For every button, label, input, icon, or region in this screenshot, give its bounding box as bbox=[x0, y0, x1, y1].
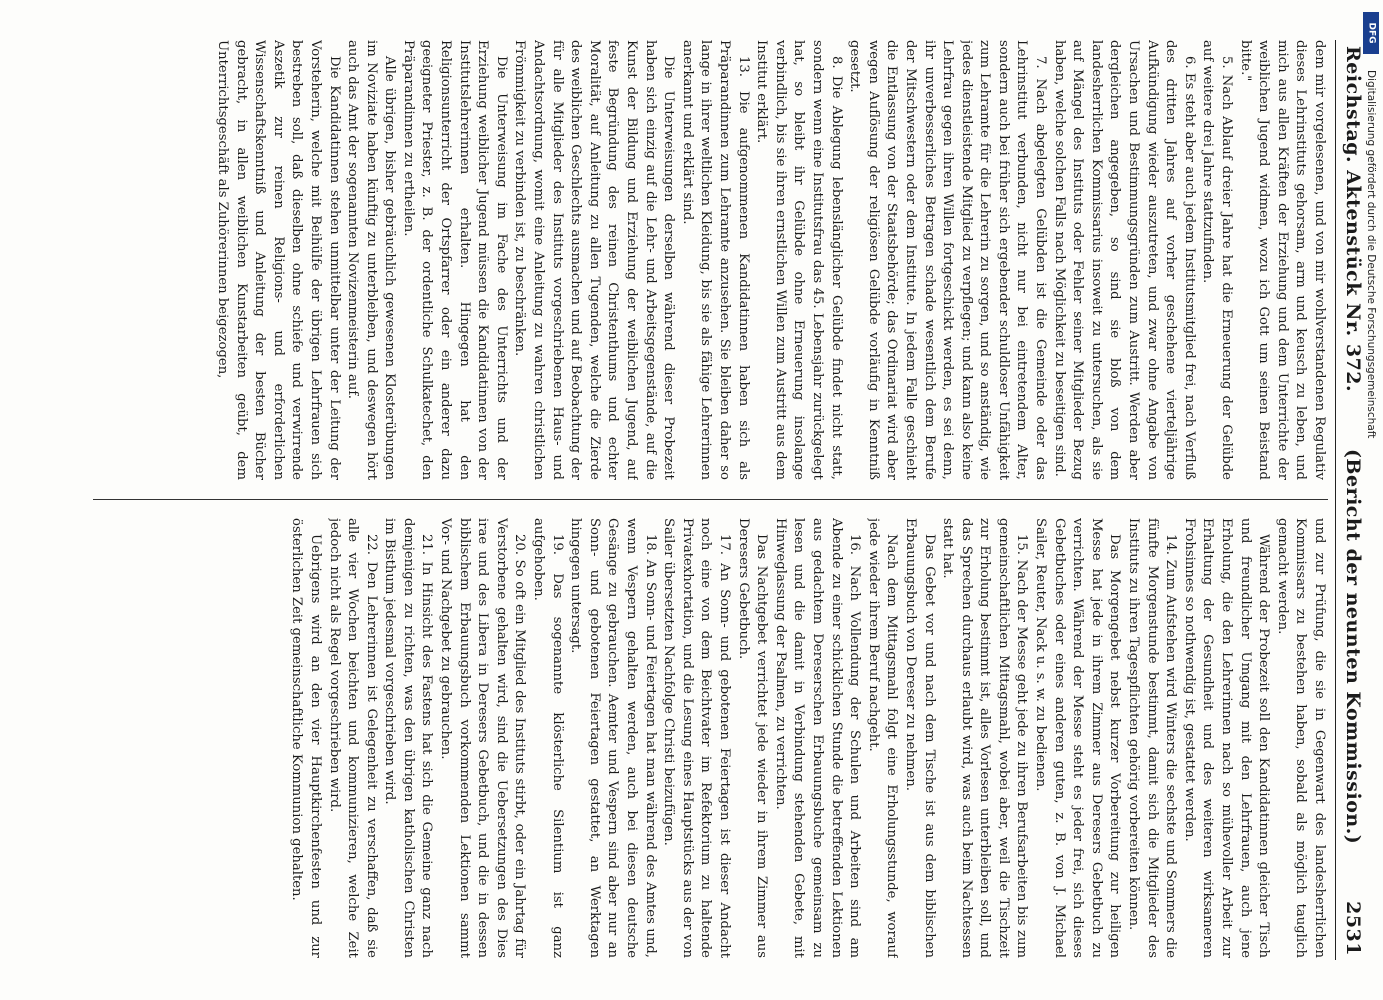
paragraph: 13. Die aufgenommenen Kandidatinnen haben sich als Präparandinnen zum Lehramte anzusehen. Sie bleiben daher so lange in ihrer weltlichen Kleidung, bis sie als fähige Lehrerinnen anerkannt und erklärt sind. bbox=[679, 40, 751, 480]
paragraph: 19. Das sogenannte klösterliche Silentium ist ganz aufgehoben. bbox=[531, 518, 565, 958]
printed-sheet bbox=[85, 40, 1370, 960]
paragraph: 5. Nach Ablauf dreier Jahre hat die Erneuerung der Gelübde auf weitere drei Jahre stattzufinden. bbox=[1200, 40, 1235, 480]
paragraph: 17. An Sonn- und gebotenen Feiertagen ist dieser Andacht noch eine von dem Beichtvater im Refektorium zu haltende Privatexhortation, und die Lesung eines Hauptstücks aus der von Sailer übersetzten Nachfolge Christi beizufügen. bbox=[661, 518, 732, 958]
paragraph: Während der Probezeit soll den Kandidatinnen gleicher Tisch und freundlicher Umgang mit den Lehrfrauen, auch jene Erholung, die den Lehrerinnen nach so mühevoller Arbeit zur Erhaltung der Gesundheit und des weiteren wirksameren Frohsinnes so nothwendig ist, gestattet werden. bbox=[1181, 518, 1272, 958]
paragraph: Uebrigens wird an den vier Hauptkirchenfesten und zur österlichen Zeit gemeinschaftliche Kommunion gehalten. bbox=[289, 518, 323, 958]
paragraph: 22. Den Lehrerinnen ist Gelegenheit zu verschaffen, daß sie alle vier Wochen beichten und kommunizieren, welche Zeit jedoch nicht als Regel vorgeschrieben wird. bbox=[326, 518, 379, 958]
paragraph: und zur Prüfung, die sie in Gegenwart des landesherrlichen Kommissars zu bestehen haben, sobald als möglich tauglich gemacht werden. bbox=[1274, 518, 1327, 958]
paragraph: Das Gebet vor und nach dem Tische ist aus dem biblischen Erbauungsbuch von Dereser zu nehmen. bbox=[902, 518, 937, 958]
paragraph: Die Unterweisung im Fache des Unterrichts und der Erziehung weiblicher Jugend müssen die Kandidatinnen von der Institutslehrerinnen erhalten. Hingegen hat den Religionsunterricht der Ortspfarrer oder ein anderer dazu geeigneter Priester, z. B. der ordentliche Schulkatechet, den Präparandinnen zu ertheilen. bbox=[400, 40, 509, 480]
paragraph: 18. An Sonn- und Feiertagen hat man während des Amtes und, wenn Vespern gehalten werden, auch bei diesen deutsche Gesänge zu gebrauchen. Aemter und Vespern sind aber nur an Sonn- und gebotenen Feiertagen gestattet, an Werktagen hingegen untersagt. bbox=[568, 518, 658, 958]
paragraph: Die Kandidatinnen stehen unmittelbar unter der Leitung der Vorsteherin, welche mit Beihülfe der übrigen Lehrfrauen sich bestreben soll, daß dieselben ohne schiefe und verwirrende Aszetik zur reinen Religions- und erforderlichen Wissenschaftskenntniß und Anleitung der besten Bücher gebracht, in allen weiblichen Kunstarbeiten geübt, dem Unterrichtsgeschäft als Zuhörerinnen beigezogen, bbox=[214, 40, 342, 480]
dfg-logo: DFG bbox=[1363, 12, 1379, 54]
paragraph: 15. Nach der Messe geht jede zu ihren Berufsarbeiten bis zum gemeinschaftlichen Mittagsmahl, wobei aber, weil die Tischzeit zur Erholung bestimmt ist, alles Vorlesen unterbleiben soll, und das Sprechen durchaus erlaubt wird, was auch beim Nachtessen statt hat. bbox=[940, 518, 1030, 958]
paragraph: Alle übrigen, bisher gebräuchlich gewesenen Klosterübungen im Noviziate haben künftig zu unterbleiben, und deswegen hört auch das Amt der sogenannten Novizenmeisterin auf. bbox=[345, 40, 398, 480]
paragraph: 21. In Hinsicht des Fastens hat sich die Gemeine ganz nach demjenigen zu richten, was den übrigen katholischen Christen im Bisthum jedesmal vorgeschrieben wird. bbox=[382, 518, 435, 958]
paragraph: 14. Zum Aufstehen wird Winters die sechste und Sommers die fünfte Morgenstunde bestimmt, damit sich die Mitglieder des Instituts zu ihren Tagespflichten gehörig vorbereiten können. bbox=[1126, 518, 1179, 958]
paragraph: Das Nachtgebet verrichtet jede wieder in ihrem Zimmer aus Deresers Gebetbuch. bbox=[735, 518, 770, 958]
paragraph: 8. Die Ablegung lebenslänglicher Gelübde findet nicht statt, sondern wenn eine Institutsfrau das 45. Lebensjahr zurückgelegt hat, so bleibt ihr Gelübde ohne Erneuerung insolange verbindlich, bis sie ihren ernstlichen Willen zum Austritt aus dem Institut erklärt. bbox=[754, 40, 844, 480]
paragraph: 6. Es steht aber auch jedem Institutsmitglied frei, nach Verfluß des dritten Jahres auf vorher geschehene vierteljährige Aufkündigung wieder auszutreten, und zwar ohne Angabe von Ursachen und Bestimmungsgründen zum Austritt. Werden aber dergleichen angegeben, so sind sie bloß von dem landesherrlichen Kommissarius insoweit zu untersuchen, als sie auf Mängel des Instituts oder Fehler seiner Mitglieder Bezug haben, welche solchen Falls nach Möglichkeit zu beseitigen sind. bbox=[1051, 40, 1197, 480]
paragraph: 20. So oft ein Mitglied des Instituts stirbt, oder ein Jahrtag für Verstorbene gehalten wird, sind die Uebersetzungen des Dies irae und des Libera in Deresers Gebetbuch, und die in dessen biblischem Erbauungsbuch vorkommenden Lektionen sammt Vor- und Nachgebet zu gebrauchen. bbox=[438, 518, 528, 958]
column-divider bbox=[93, 499, 1328, 500]
paragraph: dem mir vorgelesenen, und von mir wohlverstandenen Regulativ dieses Lehrinstituts gehorsam, arm und keusch zu leben, und mich aus allen Kräften der Erziehung und dem Unterrichte der weiblichen Jugend widmen, wozu ich Gott um seinen Beistand bitte." bbox=[1237, 40, 1327, 480]
paragraph: Die Unterweisungen derselben während dieser Probezeit haben sich einzig auf die Lehr- und Arbeitsgegenstände, auf die Kunst der Bildung und Erziehung der weiblichen Jugend, auf feste Begründung des reinen Christenthums und echter Moralität, auf Anleitung zu allen Tugenden, welche die Zierde des weiblichen Geschlechts ausmachen und auf Beobachtung der für alle Mitglieder des Instituts vorgeschriebenen Haus- und Andachtsordnung, womit eine Anleitung zu wahren christlichen Frömmigkeit zu verbinden ist, zu beschränken. bbox=[512, 40, 677, 480]
left-column bbox=[93, 40, 1328, 480]
rotated-document bbox=[85, 40, 1370, 960]
page-number: 2531 bbox=[1342, 901, 1364, 956]
header-center: (Bericht der neunten Kommission.) bbox=[1342, 448, 1364, 845]
header-left: Reichstag. Aktenstück Nr. 372. bbox=[1342, 46, 1364, 393]
paragraph: 7. Nach abgelegten Gelübden ist die Gemeinde oder das Lehrinstitut verbunden, nicht nur bei eintretendem Alter, sondern auch bei früher sich ergebender schuldloser Unfähigkeit zum Lehramte für die Lehrerin zu sorgen, und so anständig, wie jedes dienstleistende Mitglied zu verpflegen; und kann also keine Lehrfrau gegen ihren Willen fortgeschickt werden, es sei denn, ihr unverbesserliches Betragen schade wesentlich dem Berufe der Mitschwestern oder dem Institute. In jedem Falle geschieht die Entlassung von der Staatsbehörde; das Ordinariat wird aber wegen Auflösung der religiösen Gelübde vorläufig in Kenntniß gesetzt. bbox=[847, 40, 1049, 480]
paragraph: Nach dem Mittagsmahl folgt eine Erholungsstunde, worauf jede wieder ihrem Beruf nachgeht. bbox=[865, 518, 900, 958]
running-header bbox=[1335, 40, 1370, 960]
digitization-credit-text: Digitalisierung gefördert durch die Deutsche Forschungsgemeinschaft bbox=[1365, 70, 1377, 439]
paragraph: 16. Nach Vollendung der Schulen und Arbeiten sind am Abende zu einer schicklichen Stunde die betreffenden Lektionen aus gedachtem Dereserschen Erbauungsbuche gemeinsam zu lesen und die damit in Verbindung stehenden Gebete, mit Hinweglassung der Psalmen, zu verrichten. bbox=[772, 518, 863, 958]
right-column bbox=[93, 518, 1328, 958]
paragraph: Das Morgengebet nebst kurzer Vorbereitung zur heiligen Messe hat jede in ihrem Zimmer aus Deresers Gebetbuch zu verrichten. Während der Messe steht es jeder frei, sich dieses Gebetbuches oder eines anderen guten, z. B. von J. Michael Sailer, Reuter, Nack u. s. w. zu bedienen. bbox=[1033, 518, 1123, 958]
